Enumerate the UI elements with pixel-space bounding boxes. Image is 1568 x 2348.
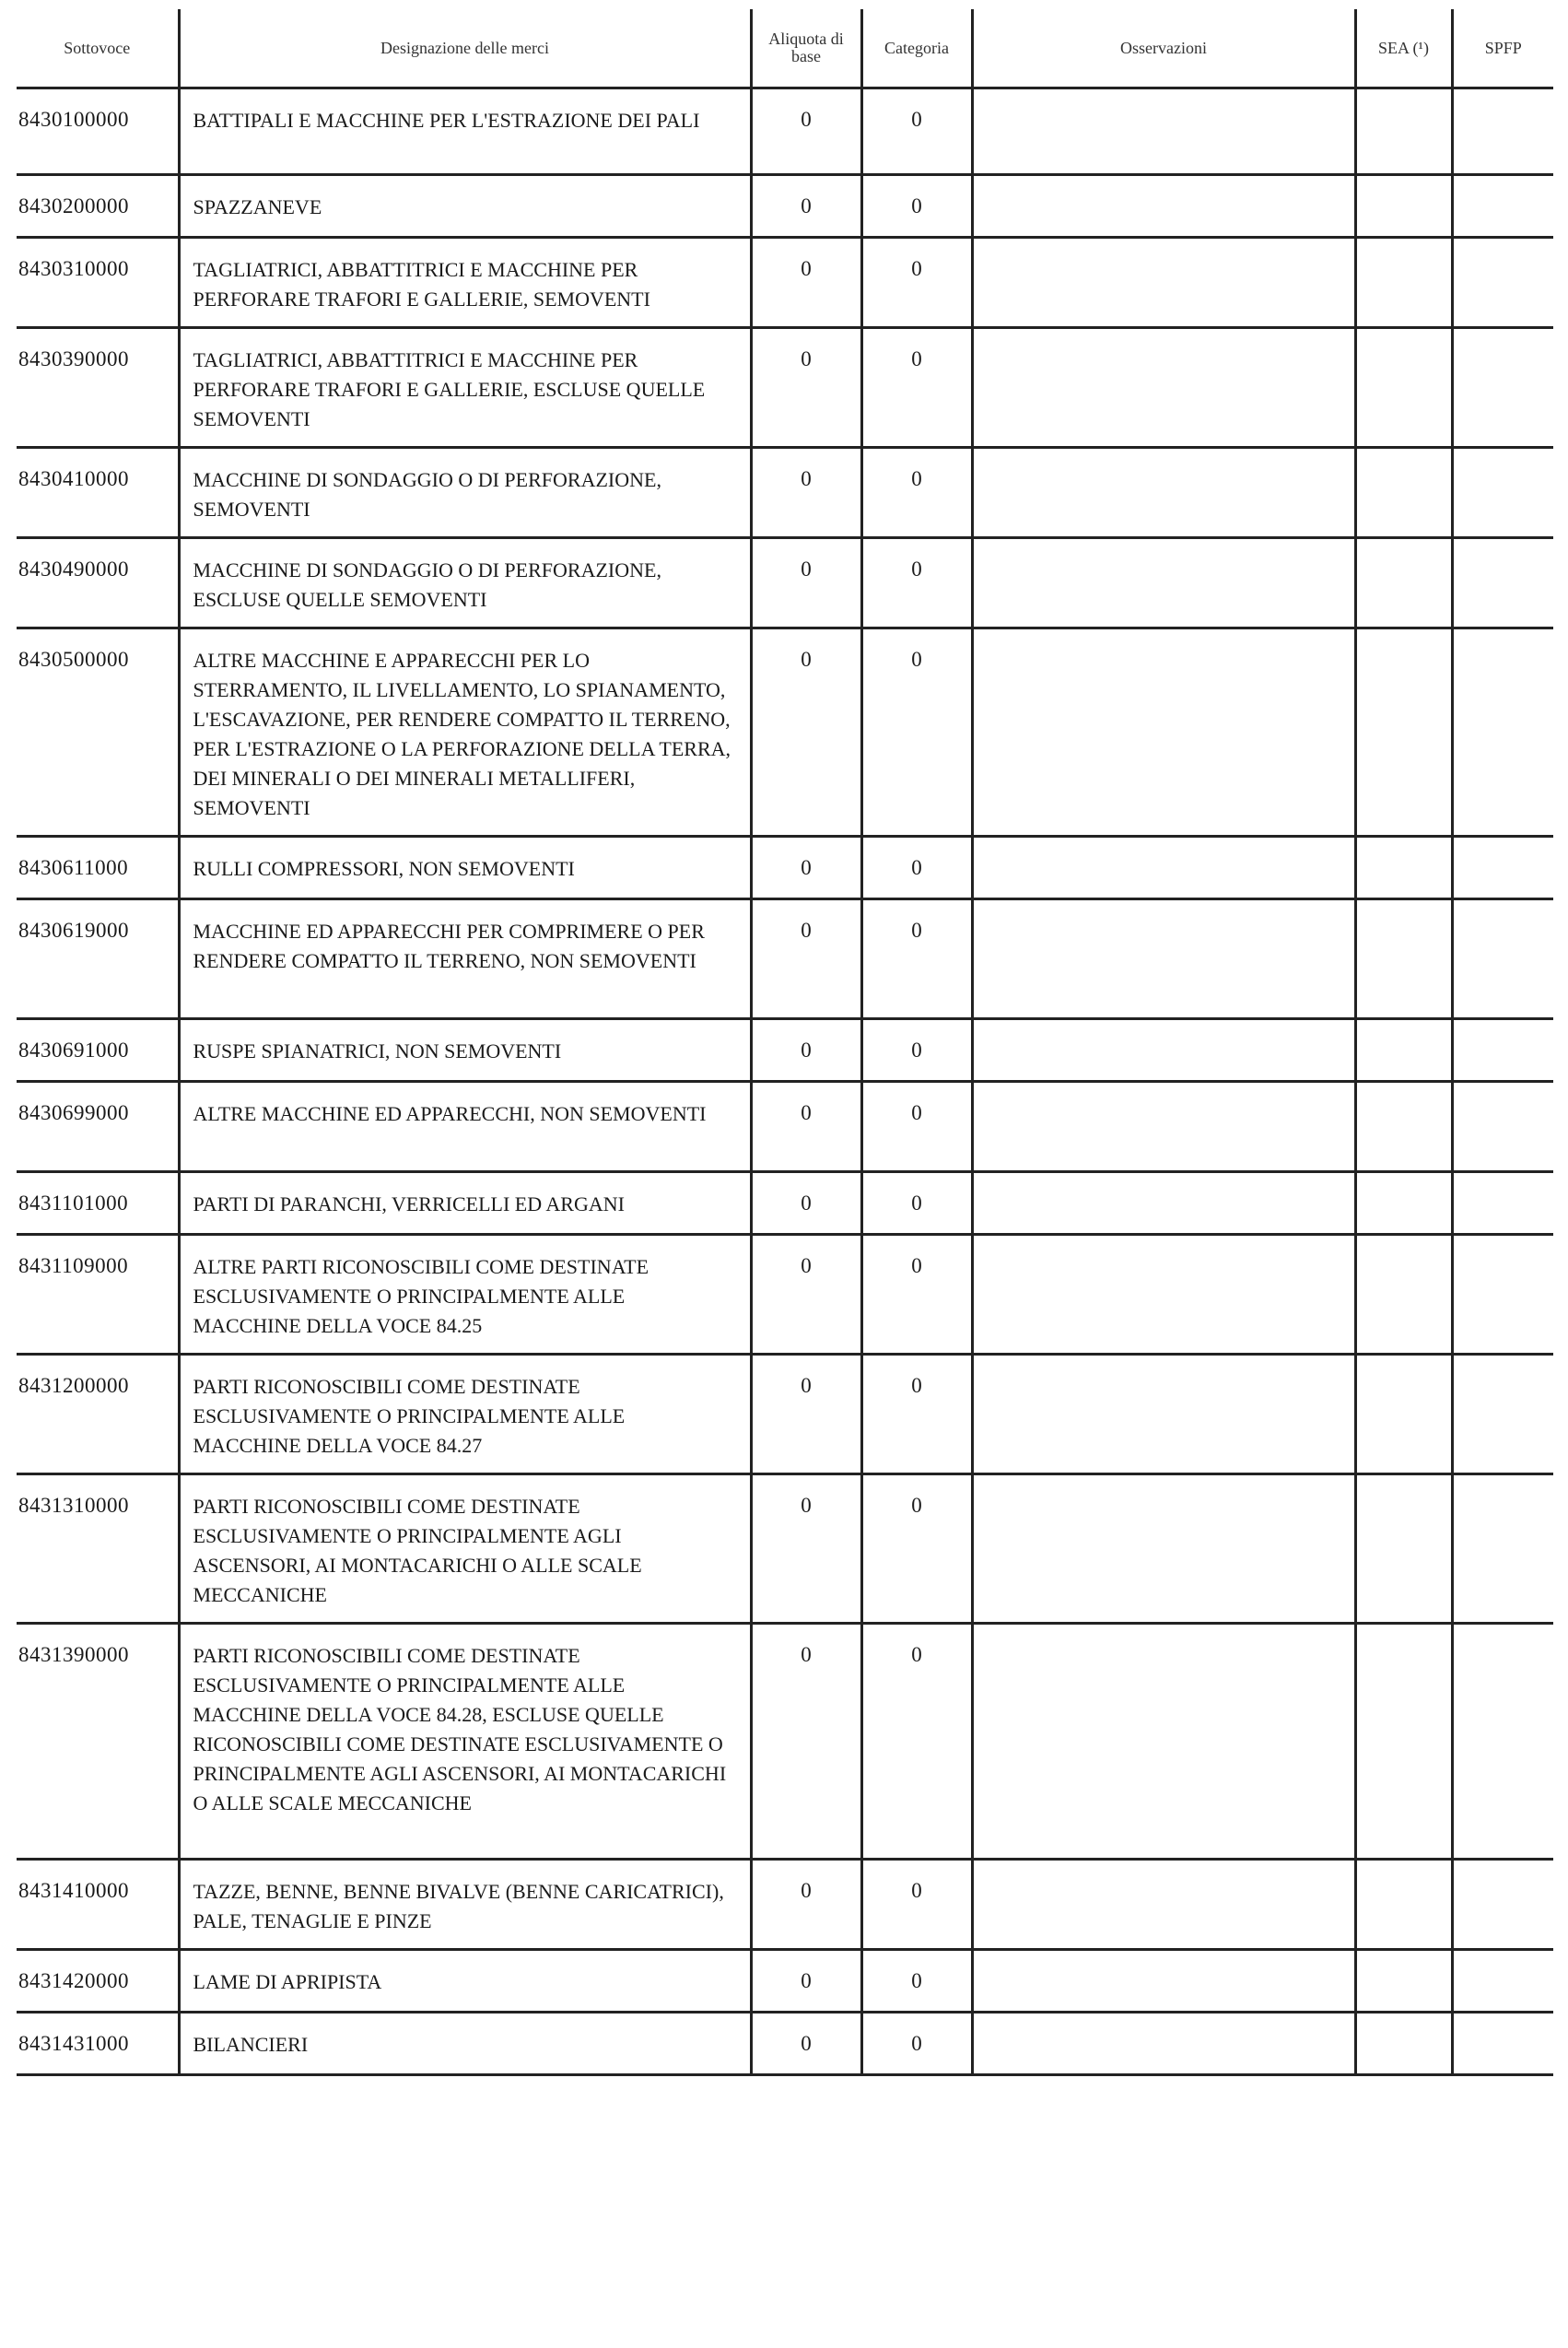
header-row [17,9,1553,88]
row-base-rate: 0 [751,238,861,328]
table-row [17,238,1553,328]
row-remarks [972,88,1355,175]
row-description: PARTI RICONOSCIBILI COME DESTINATE ESCLUSIVAMENTE O PRINCIPALMENTE AGLI ASCENSORI, AI MONTACARICHI O ALLE SCALE MECCANICHE [179,1474,751,1624]
row-description: TAZZE, BENNE, BENNE BIVALVE (BENNE CARICATRICI), PALE, TENAGLIE E PINZE [179,1860,751,1950]
table-row [17,538,1553,628]
row-spfp [1452,88,1553,175]
row-category: 0 [861,628,972,837]
row-sea [1355,328,1452,448]
table-row [17,1172,1553,1235]
row-base-rate: 0 [751,175,861,238]
row-code: 8431420000 [17,1950,179,2013]
col-header-description: Designazione delle merci [179,9,751,88]
row-base-rate: 0 [751,1624,861,1860]
row-category: 0 [861,1624,972,1860]
row-sea [1355,1082,1452,1172]
table-row [17,899,1553,1019]
row-category: 0 [861,538,972,628]
row-code: 8431109000 [17,1235,179,1355]
row-remarks [972,1019,1355,1082]
table-row [17,837,1553,899]
row-base-rate: 0 [751,1019,861,1082]
row-description: RUSPE SPIANATRICI, NON SEMOVENTI [179,1019,751,1082]
table-row [17,1624,1553,1860]
table-row [17,88,1553,175]
row-remarks [972,1235,1355,1355]
row-spfp [1452,175,1553,238]
col-header-base-rate: Aliquota di base [751,9,861,88]
row-category: 0 [861,1860,972,1950]
row-spfp [1452,1624,1553,1860]
row-description: PARTI DI PARANCHI, VERRICELLI ED ARGANI [179,1172,751,1235]
row-code: 8430410000 [17,448,179,538]
row-spfp [1452,238,1553,328]
row-category: 0 [861,88,972,175]
table-row [17,628,1553,837]
col-header-remarks: Osservazioni [972,9,1355,88]
row-code: 8430200000 [17,175,179,238]
row-spfp [1452,1172,1553,1235]
row-sea [1355,1235,1452,1355]
row-remarks [972,837,1355,899]
row-sea [1355,238,1452,328]
row-code: 8431200000 [17,1355,179,1474]
table-row [17,1355,1553,1474]
row-spfp [1452,328,1553,448]
row-category: 0 [861,1082,972,1172]
row-category: 0 [861,175,972,238]
row-sea [1355,837,1452,899]
row-description: SPAZZANEVE [179,175,751,238]
row-code: 8430611000 [17,837,179,899]
row-code: 8430619000 [17,899,179,1019]
row-description: MACCHINE ED APPARECCHI PER COMPRIMERE O PER RENDERE COMPATTO IL TERRENO, NON SEMOVENTI [179,899,751,1019]
row-base-rate: 0 [751,2013,861,2075]
row-description: BILANCIERI [179,2013,751,2075]
row-spfp [1452,2013,1553,2075]
row-sea [1355,1860,1452,1950]
row-code: 8431101000 [17,1172,179,1235]
row-category: 0 [861,238,972,328]
row-remarks [972,448,1355,538]
row-spfp [1452,628,1553,837]
row-code: 8430500000 [17,628,179,837]
table-row [17,328,1553,448]
row-category: 0 [861,837,972,899]
table-row [17,1474,1553,1624]
table-row [17,1235,1553,1355]
row-category: 0 [861,2013,972,2075]
row-description: ALTRE MACCHINE ED APPARECCHI, NON SEMOVENTI [179,1082,751,1172]
row-spfp [1452,1474,1553,1624]
col-header-sea: SEA (¹) [1355,9,1452,88]
row-code: 8430691000 [17,1019,179,1082]
row-base-rate: 0 [751,1082,861,1172]
row-spfp [1452,899,1553,1019]
row-sea [1355,899,1452,1019]
row-description: TAGLIATRICI, ABBATTITRICI E MACCHINE PER PERFORARE TRAFORI E GALLERIE, ESCLUSE QUELLE SEMOVENTI [179,328,751,448]
row-base-rate: 0 [751,899,861,1019]
row-sea [1355,2013,1452,2075]
row-base-rate: 0 [751,328,861,448]
row-remarks [972,628,1355,837]
row-description: ALTRE MACCHINE E APPARECCHI PER LO STERRAMENTO, IL LIVELLAMENTO, LO SPIANAMENTO, L'ESCAVAZIONE, PER RENDERE COMPATTO IL TERRENO, PER L'ESTRAZIONE O LA PERFORAZIONE DELLA TERRA, DEI MINERALI O DEI MINERALI METALLIFERI, SEMOVENTI [179,628,751,837]
table-row [17,448,1553,538]
table-row [17,1860,1553,1950]
row-sea [1355,538,1452,628]
row-remarks [972,238,1355,328]
row-sea [1355,1172,1452,1235]
row-spfp [1452,538,1553,628]
row-spfp [1452,1019,1553,1082]
row-remarks [972,1474,1355,1624]
row-sea [1355,88,1452,175]
table-row [17,2013,1553,2075]
row-remarks [972,1624,1355,1860]
row-code: 8430699000 [17,1082,179,1172]
row-spfp [1452,1860,1553,1950]
row-spfp [1452,1950,1553,2013]
row-category: 0 [861,1474,972,1624]
row-sea [1355,628,1452,837]
row-remarks [972,1172,1355,1235]
row-description: BATTIPALI E MACCHINE PER L'ESTRAZIONE DEI PALI [179,88,751,175]
row-base-rate: 0 [751,1860,861,1950]
row-code: 8431390000 [17,1624,179,1860]
row-base-rate: 0 [751,837,861,899]
row-description: ALTRE PARTI RICONOSCIBILI COME DESTINATE ESCLUSIVAMENTE O PRINCIPALMENTE ALLE MACCHINE DELLA VOCE 84.25 [179,1235,751,1355]
row-code: 8430100000 [17,88,179,175]
row-sea [1355,1355,1452,1474]
row-remarks [972,1355,1355,1474]
row-base-rate: 0 [751,628,861,837]
row-base-rate: 0 [751,1235,861,1355]
row-base-rate: 0 [751,448,861,538]
row-category: 0 [861,328,972,448]
row-base-rate: 0 [751,1172,861,1235]
row-description: RULLI COMPRESSORI, NON SEMOVENTI [179,837,751,899]
row-sea [1355,175,1452,238]
table-row [17,1950,1553,2013]
row-sea [1355,1624,1452,1860]
row-category: 0 [861,448,972,538]
row-remarks [972,1950,1355,2013]
row-description: PARTI RICONOSCIBILI COME DESTINATE ESCLUSIVAMENTE O PRINCIPALMENTE ALLE MACCHINE DELLA VOCE 84.28, ESCLUSE QUELLE RICONOSCIBILI COME DESTINATE ESCLUSIVAMENTE O PRINCIPALMENTE AGLI ASCENSORI, AI MONTACARICHI O ALLE SCALE MECCANICHE [179,1624,751,1860]
row-category: 0 [861,1950,972,2013]
row-remarks [972,538,1355,628]
row-sea [1355,1019,1452,1082]
row-remarks [972,328,1355,448]
row-spfp [1452,837,1553,899]
row-spfp [1452,448,1553,538]
row-description: PARTI RICONOSCIBILI COME DESTINATE ESCLUSIVAMENTE O PRINCIPALMENTE ALLE MACCHINE DELLA VOCE 84.27 [179,1355,751,1474]
row-code: 8431431000 [17,2013,179,2075]
tariff-table [17,9,1553,2076]
row-code: 8431310000 [17,1474,179,1624]
row-code: 8430310000 [17,238,179,328]
row-description: LAME DI APRIPISTA [179,1950,751,2013]
row-base-rate: 0 [751,88,861,175]
row-code: 8431410000 [17,1860,179,1950]
row-base-rate: 0 [751,1950,861,2013]
col-header-subheading: Sottovoce [17,9,179,88]
row-description: MACCHINE DI SONDAGGIO O DI PERFORAZIONE, SEMOVENTI [179,448,751,538]
row-remarks [972,899,1355,1019]
row-base-rate: 0 [751,538,861,628]
row-category: 0 [861,1172,972,1235]
row-spfp [1452,1235,1553,1355]
row-code: 8430390000 [17,328,179,448]
row-sea [1355,448,1452,538]
row-category: 0 [861,899,972,1019]
row-remarks [972,2013,1355,2075]
col-header-category: Categoria [861,9,972,88]
row-description: TAGLIATRICI, ABBATTITRICI E MACCHINE PER PERFORARE TRAFORI E GALLERIE, SEMOVENTI [179,238,751,328]
table-row [17,1082,1553,1172]
row-remarks [972,1082,1355,1172]
row-category: 0 [861,1019,972,1082]
row-remarks [972,1860,1355,1950]
row-category: 0 [861,1355,972,1474]
table-row [17,175,1553,238]
row-sea [1355,1950,1452,2013]
row-spfp [1452,1355,1553,1474]
row-remarks [972,175,1355,238]
row-description: MACCHINE DI SONDAGGIO O DI PERFORAZIONE, ESCLUSE QUELLE SEMOVENTI [179,538,751,628]
row-code: 8430490000 [17,538,179,628]
row-base-rate: 0 [751,1474,861,1624]
row-sea [1355,1474,1452,1624]
row-base-rate: 0 [751,1355,861,1474]
row-category: 0 [861,1235,972,1355]
table-row [17,1019,1553,1082]
col-header-spfp: SPFP [1452,9,1553,88]
row-spfp [1452,1082,1553,1172]
